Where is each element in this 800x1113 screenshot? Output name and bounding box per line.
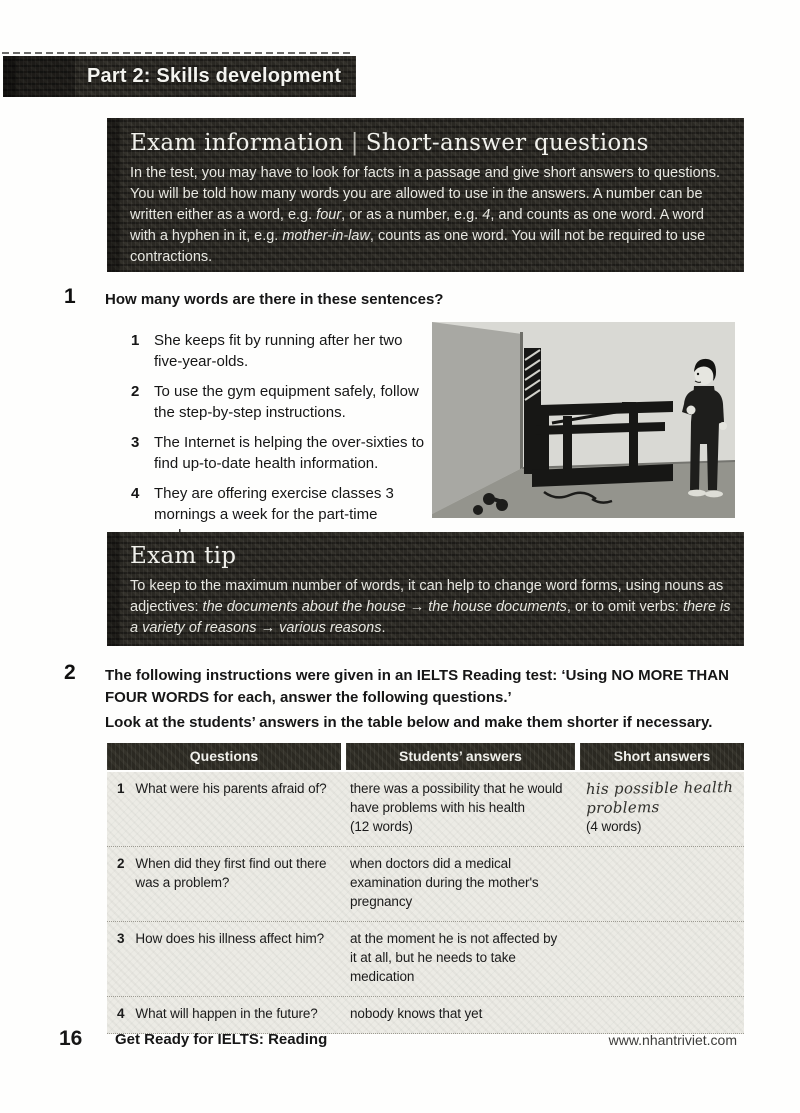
gym-illustration: [432, 322, 735, 518]
scan-artifact-line: [2, 52, 354, 54]
row-number: 4: [117, 1006, 125, 1021]
question-text: How does his illness affect him?: [135, 931, 325, 946]
item-text: To use the gym equipment safely, follow the step-by-step instructions.: [154, 383, 419, 421]
exam-information-title-left: Exam information: [130, 130, 344, 156]
student-answer-text: nobody knows that yet: [350, 1006, 483, 1021]
item-number: 3: [131, 434, 140, 451]
student-answer-cell: [346, 854, 575, 911]
exam-information-body: In the test, you may have to look for facts in a passage and give short answers to questions. You will be told how many words you are allowed to use in the answers. A number can be written either as a word, e.g. four, or as a number, e.g. 4, and counts as one word. A word with a hyphen in it, e.g. mother-in-law, counts as one word. You will not be required to use contractions.: [130, 165, 720, 265]
question-cell: [107, 929, 341, 986]
exam-information-title-right: Short-answer questions: [365, 130, 649, 156]
question-text: When did they first find out there was a problem?: [135, 856, 327, 890]
row-number: 2: [117, 856, 125, 871]
row-number: 1: [117, 781, 125, 796]
table-row: [107, 847, 744, 922]
short-answer-cell: [580, 929, 744, 986]
list-item: [131, 330, 433, 372]
table-row: [107, 772, 744, 847]
table-row: [107, 922, 744, 997]
list-item: [131, 381, 433, 423]
part-header-label: Part 2: Skills development: [87, 65, 342, 87]
table-row: [107, 997, 744, 1034]
short-answer-cell: [580, 854, 744, 911]
student-answer-cell: [346, 779, 575, 836]
exercise1-prompt: How many words are there in these sentences?: [105, 291, 444, 308]
list-item: [131, 432, 433, 474]
exercise2-instruction: Look at the students’ answers in the table below and make them shorter if necessary.: [105, 714, 713, 731]
exam-information-title: [130, 130, 728, 156]
question-text: What were his parents afraid of?: [135, 781, 327, 796]
word-count-note: (4 words): [586, 819, 642, 834]
column-header-questions: Questions: [107, 743, 341, 770]
student-answer-text: there was a possibility that he would have problems with his health: [350, 781, 563, 815]
title-separator: |: [350, 130, 359, 156]
handwritten-answer: his possible health problems: [585, 778, 734, 818]
book-title: Get Ready for IELTS: Reading: [115, 1031, 328, 1048]
student-answer-cell: [346, 929, 575, 986]
row-number: 3: [117, 931, 125, 946]
short-answer-cell: [580, 1004, 744, 1023]
question-cell: [107, 854, 341, 911]
exam-tip-body: To keep to the maximum number of words, it can help to change word forms, using nouns as adjectives: the documents about the house → the house documents, or to omit verbs: there is a variety of reasons → various reasons.: [130, 578, 731, 636]
question-cell: [107, 1004, 341, 1023]
column-header-short-answers: Short answers: [580, 743, 744, 770]
part-header-bar: [3, 56, 356, 97]
exercise1-sentence-list: [131, 330, 433, 555]
student-answer-text: at the moment he is not affected by it at all, but he needs to take medication: [350, 931, 558, 984]
question-cell: [107, 779, 341, 836]
table-body: [107, 772, 744, 1034]
column-header-students-answers: Students’ answers: [346, 743, 575, 770]
exam-tip-title: Exam tip: [130, 543, 237, 569]
page-number: 16: [59, 1027, 83, 1050]
item-number: 4: [131, 485, 140, 502]
publisher-website: www.nhantriviet.com: [608, 1032, 737, 1048]
question-text: What will happen in the future?: [135, 1006, 318, 1021]
item-number: 2: [131, 383, 140, 400]
short-answer-cell: [580, 779, 744, 836]
item-text: She keeps fit by running after her two five-year-olds.: [154, 332, 403, 370]
item-text: They are offering exercise classes 3 mornings a week for the part-time: [154, 485, 394, 523]
exam-information-box: [107, 118, 744, 272]
answers-table: [107, 743, 744, 1034]
exercise2-prompt: The following instructions were given in an IELTS Reading test: ‘Using NO MORE THAN FOUR WORDS for each, answer the following questions.’: [105, 667, 729, 706]
word-count-note: (12 words): [350, 819, 413, 834]
item-text: The Internet is helping the over-sixties to find up-to-date health information.: [154, 434, 425, 472]
student-answer-text: when doctors did a medical examination during the mother's pregnancy: [350, 856, 539, 909]
exercise1-number: 1: [64, 285, 76, 308]
table-header-row: [107, 743, 744, 770]
exam-tip-box: [107, 532, 744, 646]
item-number: 1: [131, 332, 140, 349]
exercise2-number: 2: [64, 661, 76, 684]
student-answer-cell: [346, 1004, 575, 1023]
